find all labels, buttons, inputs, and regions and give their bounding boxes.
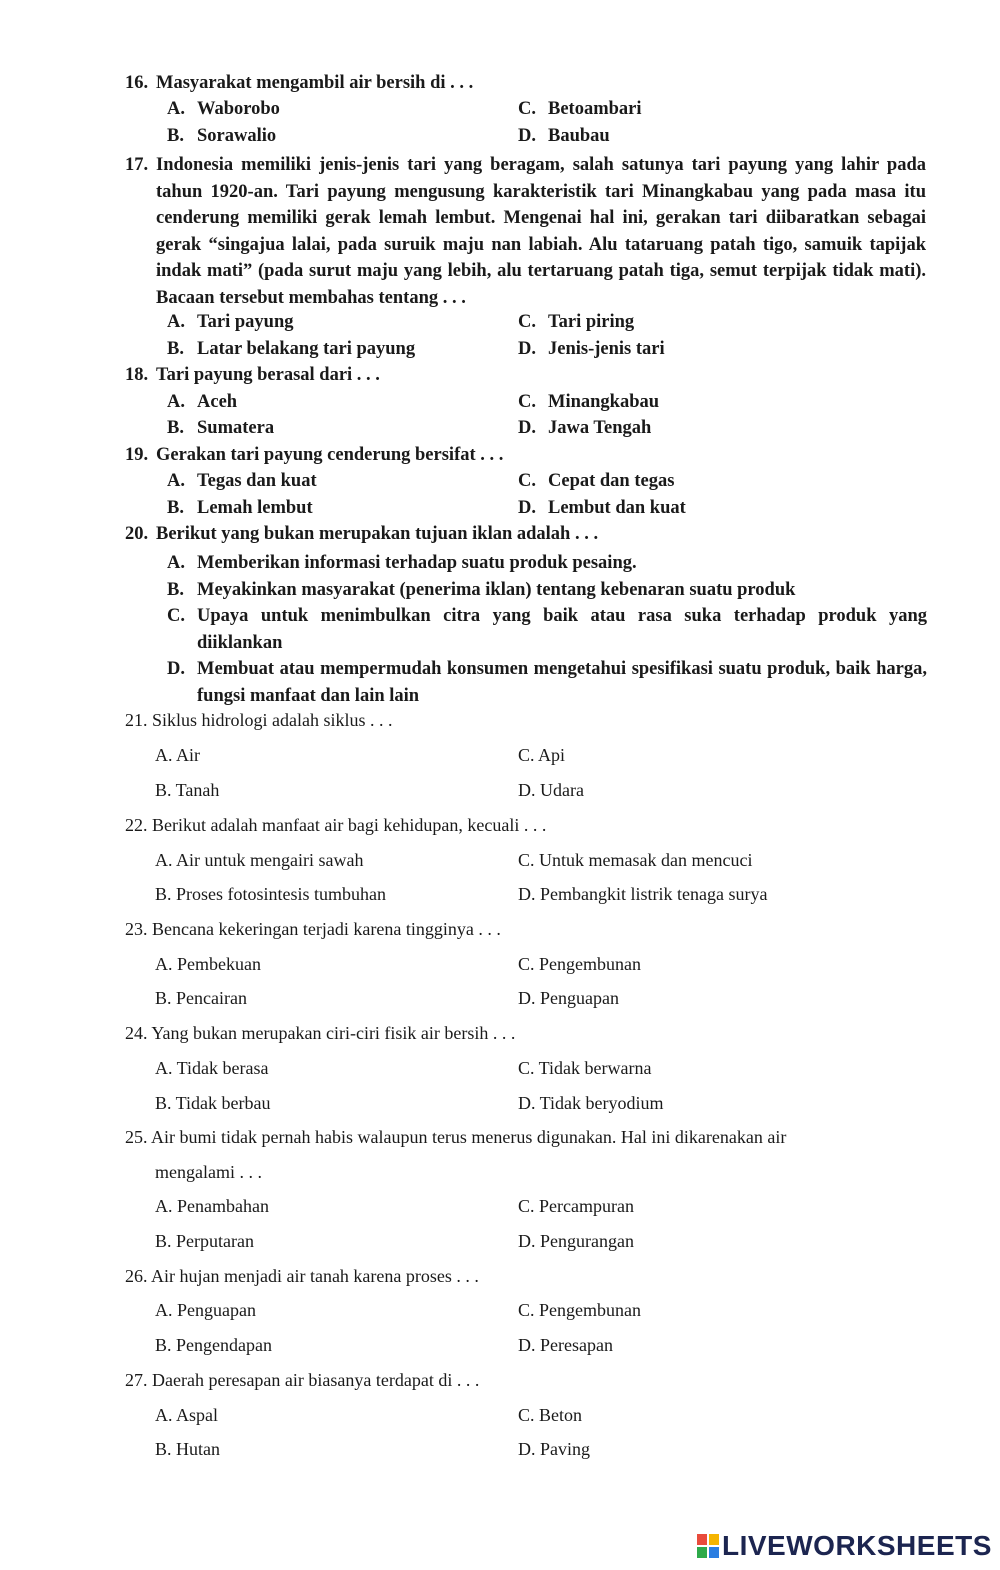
q24-option-a[interactable]: A. Tidak berasa [155, 1058, 269, 1078]
question-25-continuation: mengalami . . . [155, 1162, 262, 1182]
q26-option-b[interactable]: B. Pengendapan [155, 1335, 272, 1355]
q25-option-d[interactable]: D. Pengurangan [518, 1231, 634, 1251]
q24-option-c[interactable]: C. Tidak berwarna [518, 1058, 652, 1078]
q24-option-b[interactable]: B. Tidak berbau [155, 1093, 271, 1113]
q27-option-a[interactable]: A. Aspal [155, 1405, 218, 1425]
liveworksheets-logo-icon [697, 1534, 719, 1558]
q25-option-b[interactable]: B. Perputaran [155, 1231, 254, 1251]
q24-option-d[interactable]: D. Tidak beryodium [518, 1093, 664, 1113]
q26-option-d[interactable]: D. Peresapan [518, 1335, 613, 1355]
question-19-text: Gerakan tari payung cenderung bersifat . . . [156, 445, 504, 465]
q20-option-b[interactable]: B. Meyakinkan masyarakat (penerima iklan) tentang kebenaran suatu produk [167, 580, 796, 600]
q16-option-b[interactable]: B. Sorawalio [167, 126, 277, 146]
question-20-text: Berikut yang bukan merupakan tujuan iklan adalah . . . [156, 524, 599, 544]
q16-option-c[interactable]: C. Betoambari [518, 99, 642, 119]
question-26: 26. Air hujan menjadi air tanah karena proses . . . [125, 1266, 479, 1286]
q17-option-c[interactable]: C. Tari piring [518, 312, 635, 332]
q22-option-c[interactable]: C. Untuk memasak dan mencuci [518, 850, 753, 870]
q18-option-a[interactable]: A. Aceh [167, 392, 238, 412]
question-21: 21. Siklus hidrologi adalah siklus . . . [125, 710, 393, 730]
q19-option-d[interactable]: D. Lembut dan kuat [518, 498, 686, 518]
q19-option-b[interactable]: B. Lemah lembut [167, 498, 313, 518]
q17-option-d[interactable]: D. Jenis-jenis tari [518, 339, 665, 359]
q27-option-d[interactable]: D. Paving [518, 1439, 590, 1459]
q18-option-d[interactable]: D. Jawa Tengah [518, 418, 652, 438]
question-18: 18. Tari payung berasal dari . . . [125, 365, 380, 385]
question-17-text: Indonesia memiliki jenis-jenis tari yang beragam, salah satunya tari payung yang lahir pada tahun 1920-an. Tari payung mengusung karakteristik tari Minangkabau yang pada masa itu cenderung memiliki gerak lemah lembut. Mengenai hal ini, gerakan tari diibaratkan sebagai gerak “singajua lalai, pada suruik maju nan labiah. Alu tataruang patah tigo, samuik tapijak indak mati” (pada surut maju yang lebih, alu tertaruang patah tiga, semut terpijak tidak mati). Bacaan tersebut membahas tentang . . . [156, 155, 926, 308]
q20-option-c[interactable]: C. Upaya untuk menimbulkan citra yang baik atau rasa suka terhadap produk yang diiklankan [167, 606, 927, 653]
question-25: 25. Air bumi tidak pernah habis walaupun terus menerus digunakan. Hal ini dikarenakan air [125, 1127, 787, 1147]
q23-option-a[interactable]: A. Pembekuan [155, 954, 261, 974]
q22-option-d[interactable]: D. Pembangkit listrik tenaga surya [518, 884, 768, 904]
q22-option-b[interactable]: B. Proses fotosintesis tumbuhan [155, 884, 387, 904]
q22-option-a[interactable]: A. Air untuk mengairi sawah [155, 850, 364, 870]
q16-option-d[interactable]: D. Baubau [518, 126, 610, 146]
question-22: 22. Berikut adalah manfaat air bagi kehidupan, kecuali . . . [125, 815, 547, 835]
q26-option-a[interactable]: A. Penguapan [155, 1300, 256, 1320]
question-17: 17. Indonesia memiliki jenis-jenis tari yang beragam, salah satunya tari payung yang lahir pada tahun 1920-an. Tari payung mengusung karakteristik tari Minangkabau yang pada masa itu cenderung memiliki gerak lemah lembut. Mengenai hal ini, gerakan tari diibaratkan sebagai gerak “singajua lalai, pada suruik maju nan labiah. Alu tataruang patah tigo, samuik tapijak indak mati” (pada surut maju yang lebih, alu tertaruang patah tiga, semut terpijak tidak mati). Bacaan tersebut membahas tentang . . . [125, 155, 926, 308]
question-16: 16. Masyarakat mengambil air bersih di . . . [125, 73, 474, 93]
q26-option-c[interactable]: C. Pengembunan [518, 1300, 641, 1320]
q21-option-d[interactable]: D. Udara [518, 780, 584, 800]
q23-option-c[interactable]: C. Pengembunan [518, 954, 641, 974]
question-16-text: Masyarakat mengambil air bersih di . . . [156, 73, 474, 93]
q23-option-b[interactable]: B. Pencairan [155, 988, 247, 1008]
q17-option-b[interactable]: B. Latar belakang tari payung [167, 339, 416, 359]
q20-option-d[interactable]: D. Membuat atau mempermudah konsumen mengetahui spesifikasi suatu produk, baik harga, fungsi manfaat dan lain lain [167, 659, 927, 706]
q23-option-d[interactable]: D. Penguapan [518, 988, 619, 1008]
q21-option-c[interactable]: C. Api [518, 745, 566, 765]
question-20: 20. Berikut yang bukan merupakan tujuan iklan adalah . . . [125, 524, 599, 544]
q17-option-a[interactable]: A. Tari payung [167, 312, 294, 332]
question-24: 24. Yang bukan merupakan ciri-ciri fisik air bersih . . . [125, 1023, 516, 1043]
q21-option-b[interactable]: B. Tanah [155, 780, 220, 800]
q27-option-b[interactable]: B. Hutan [155, 1439, 220, 1459]
question-18-text: Tari payung berasal dari . . . [156, 365, 380, 385]
q19-option-c[interactable]: C. Cepat dan tegas [518, 471, 675, 491]
q16-option-a[interactable]: A. Waborobo [167, 99, 280, 119]
q18-option-b[interactable]: B. Sumatera [167, 418, 275, 438]
q27-option-c[interactable]: C. Beton [518, 1405, 583, 1425]
question-23: 23. Bencana kekeringan terjadi karena tingginya . . . [125, 919, 501, 939]
q20-option-a[interactable]: A. Memberikan informasi terhadap suatu produk pesaing. [167, 553, 637, 573]
liveworksheets-logo[interactable] [697, 1532, 995, 1562]
q18-option-c[interactable]: C. Minangkabau [518, 392, 660, 412]
liveworksheets-logo-text: LIVEWORKSHEETS [722, 1530, 992, 1561]
q25-option-a[interactable]: A. Penambahan [155, 1196, 269, 1216]
question-19: 19. Gerakan tari payung cenderung bersifat . . . [125, 445, 504, 465]
question-27: 27. Daerah peresapan air biasanya terdapat di . . . [125, 1370, 480, 1390]
q25-option-c[interactable]: C. Percampuran [518, 1196, 634, 1216]
q21-option-a[interactable]: A. Air [155, 745, 200, 765]
q19-option-a[interactable]: A. Tegas dan kuat [167, 471, 317, 491]
